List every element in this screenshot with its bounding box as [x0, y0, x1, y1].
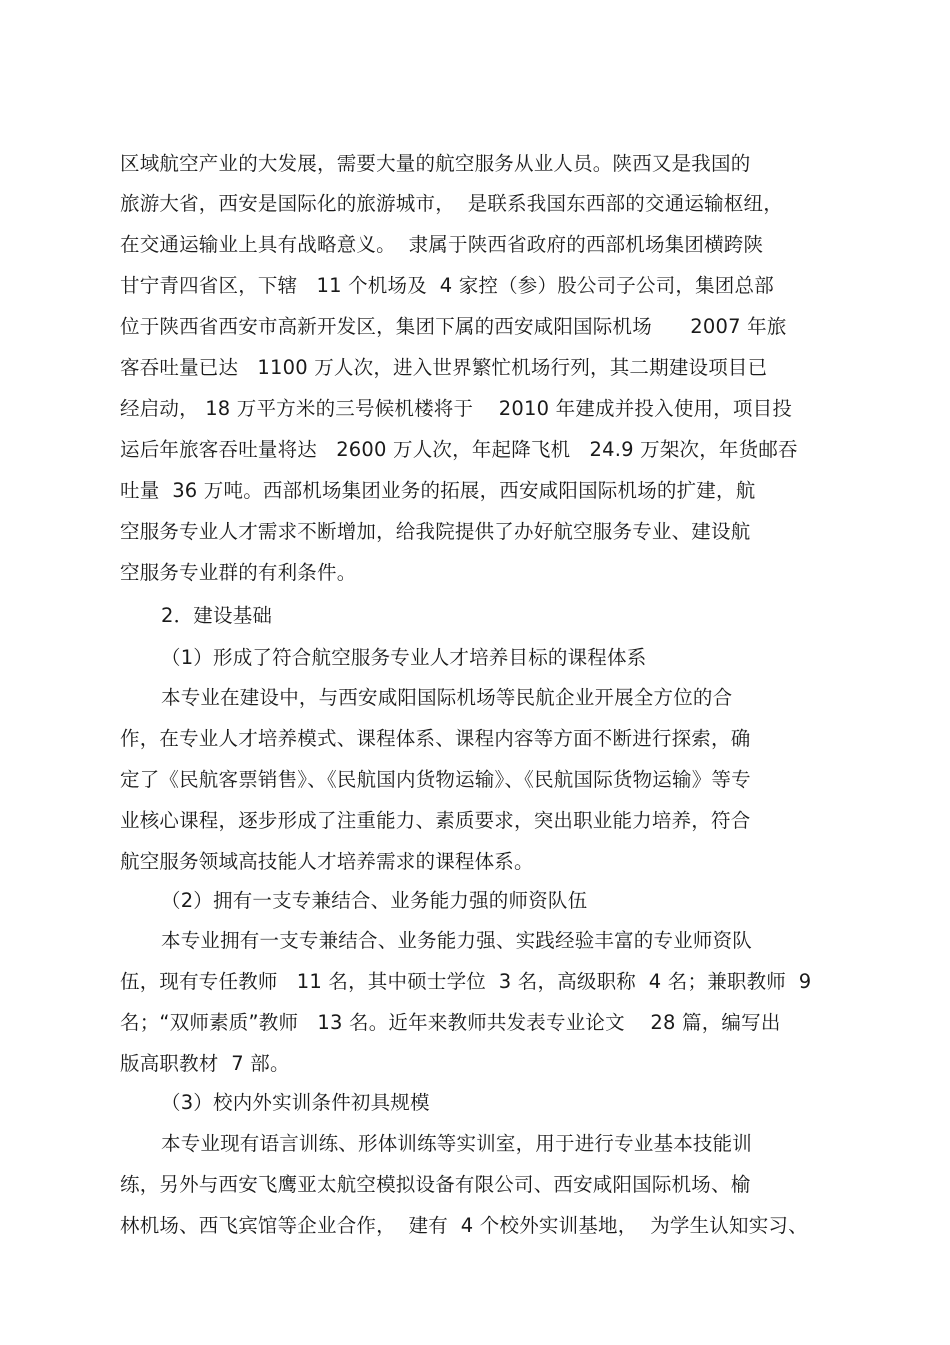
paragraph-line: 本专业在建设中，与西安咸阳国际机场等民航企业开展全方位的合: [161, 686, 733, 709]
subsection-heading: （2）拥有一支专兼结合、业务能力强的师资队伍: [161, 889, 588, 912]
paragraph-line: 吐量 36 万吨。西部机场集团业务的拓展，西安咸阳国际机场的扩建，航: [120, 479, 756, 502]
paragraph-line: 练，另外与西安飞鹰亚太航空模拟设备有限公司、西安咸阳国际机场、榆: [120, 1173, 751, 1196]
subsection-heading: （1）形成了符合航空服务专业人才培养目标的课程体系: [161, 646, 647, 669]
paragraph-line: 区域航空产业的大发展，需要大量的航空服务从业人员。陕西又是我国的: [120, 152, 751, 175]
paragraph-line: 旅游大省，西安是国际化的旅游城市， 是联系我国东西部的交通运输枢纽，: [120, 192, 783, 215]
paragraph-line: 本专业现有语言训练、形体训练等实训室，用于进行专业基本技能训: [161, 1132, 753, 1155]
paragraph-line: 位于陕西省西安市高新开发区，集团下属的西安咸阳国际机场 2007 年旅: [120, 315, 787, 338]
paragraph-line: 经启动， 18 万平方米的三号候机楼将于 2010 年建成并投入使用，项目投: [120, 397, 793, 420]
subsection-heading: （3）校内外实训条件初具规模: [161, 1091, 430, 1114]
paragraph-line: 在交通运输业上具有战略意义。 隶属于陕西省政府的西部机场集团横跨陕: [120, 233, 764, 256]
section-heading: 2．建设基础: [161, 604, 273, 627]
paragraph-line: 作，在专业人才培养模式、课程体系、课程内容等方面不断进行探索，确: [120, 727, 751, 750]
paragraph-line: 伍，现有专任教师 11 名，其中硕士学位 3 名，高级职称 4 名；兼职教师 9: [120, 970, 812, 993]
paragraph-line: 名；“双师素质”教师 13 名。近年来教师共发表专业论文 28 篇，编写出: [120, 1011, 781, 1034]
paragraph-line: 运后年旅客吞吐量将达 2600 万人次，年起降飞机 24.9 万架次，年货邮吞: [120, 438, 798, 461]
paragraph-line: 空服务专业群的有利条件。: [120, 561, 357, 584]
paragraph-line: 航空服务领域高技能人才培养需求的课程体系。: [120, 850, 534, 873]
paragraph-line: 本专业拥有一支专兼结合、业务能力强、实践经验丰富的专业师资队: [161, 929, 753, 952]
paragraph-line: 业核心课程，逐步形成了注重能力、素质要求，突出职业能力培养，符合: [120, 809, 751, 832]
paragraph-line: 版高职教材 7 部。: [120, 1052, 290, 1075]
paragraph-line: 客吞吐量已达 1100 万人次，进入世界繁忙机场行列，其二期建设项目已: [120, 356, 768, 379]
paragraph-line: 定了《民航客票销售》、《民航国内货物运输》、《民航国际货物运输》等专: [120, 768, 751, 791]
paragraph-line: 林机场、西飞宾馆等企业合作， 建有 4 个校外实训基地， 为学生认知实习、: [120, 1214, 808, 1237]
paragraph-line: 甘宁青四省区，下辖 11 个机场及 4 家控（参）股公司子公司，集团总部: [120, 274, 774, 297]
paragraph-line: 空服务专业人才需求不断增加，给我院提供了办好航空服务专业、建设航: [120, 520, 751, 543]
